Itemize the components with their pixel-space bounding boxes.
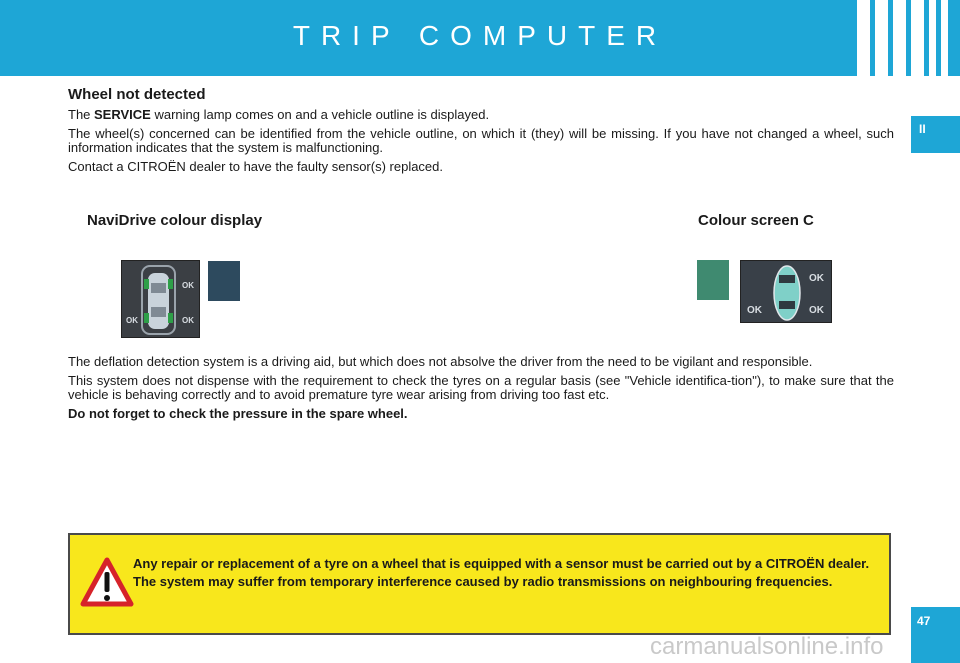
section-wheel-not-detected bbox=[68, 88, 894, 179]
warning-triangle-icon bbox=[80, 557, 134, 609]
colour-screen-title: Colour screen C bbox=[698, 212, 814, 229]
paragraph-service: The SERVICE warning lamp comes on and a vehicle outline is displayed. bbox=[68, 107, 490, 122]
colour-screen-image bbox=[740, 260, 832, 323]
page-title: TRIP COMPUTER bbox=[292, 20, 668, 51]
page-header bbox=[0, 0, 960, 76]
header-stripes bbox=[857, 0, 948, 76]
navidrive-title: NaviDrive colour display bbox=[87, 212, 263, 229]
paragraph-check-tyres: This system does not dispense with the requirement to check the tyres on a regular basis (see "Vehicle identifica-tion"), to make sure that the vehicle is behaving correctly and to avoid premature tyre wear arising from driving too fast etc. bbox=[68, 373, 894, 402]
page-number: 47 bbox=[911, 607, 960, 663]
paragraph-wheel-identify: The wheel(s) concerned can be identified from the vehicle outline, on which it (they) will be missing. If you have not changed a wheel, such information indicates that the system is malfunctioning. bbox=[68, 126, 894, 155]
warning-repair-text: Any repair or replacement of a tyre on a wheel that is equipped with a sensor must be carried out by a CITROËN dealer. bbox=[133, 556, 870, 571]
ok-label: OK bbox=[809, 305, 824, 316]
paragraph-spare-wheel: Do not forget to check the pressure in the spare wheel. bbox=[68, 406, 408, 421]
navidrive-screen-image bbox=[121, 260, 200, 338]
service-keyword: SERVICE bbox=[94, 107, 151, 122]
paragraph-contact-dealer: Contact a CITROËN dealer to have the faulty sensor(s) replaced. bbox=[68, 159, 444, 174]
ok-label: OK bbox=[182, 316, 194, 325]
section-deflation-detection bbox=[68, 355, 894, 426]
warning-box bbox=[68, 533, 891, 635]
ok-label: OK bbox=[747, 305, 762, 316]
car-outline-icon bbox=[122, 261, 201, 339]
ok-label: OK bbox=[809, 273, 824, 284]
watermark: carmanualsonline.info bbox=[650, 633, 884, 660]
ok-label: OK bbox=[182, 281, 194, 290]
warning-text bbox=[133, 557, 885, 593]
navidrive-colour-swatch bbox=[208, 261, 240, 301]
paragraph-driving-aid: The deflation detection system is a driving aid, but which does not absolve the driver from the need to be vigilant and responsible. bbox=[68, 354, 813, 369]
section-heading: Wheel not detected bbox=[68, 86, 206, 103]
warning-interference-text: The system may suffer from temporary interference caused by radio transmissions on neighbouring frequencies. bbox=[133, 574, 833, 589]
ok-label: OK bbox=[126, 316, 138, 325]
chapter-tab: II bbox=[911, 116, 960, 153]
colour-screen-swatch bbox=[697, 260, 729, 300]
